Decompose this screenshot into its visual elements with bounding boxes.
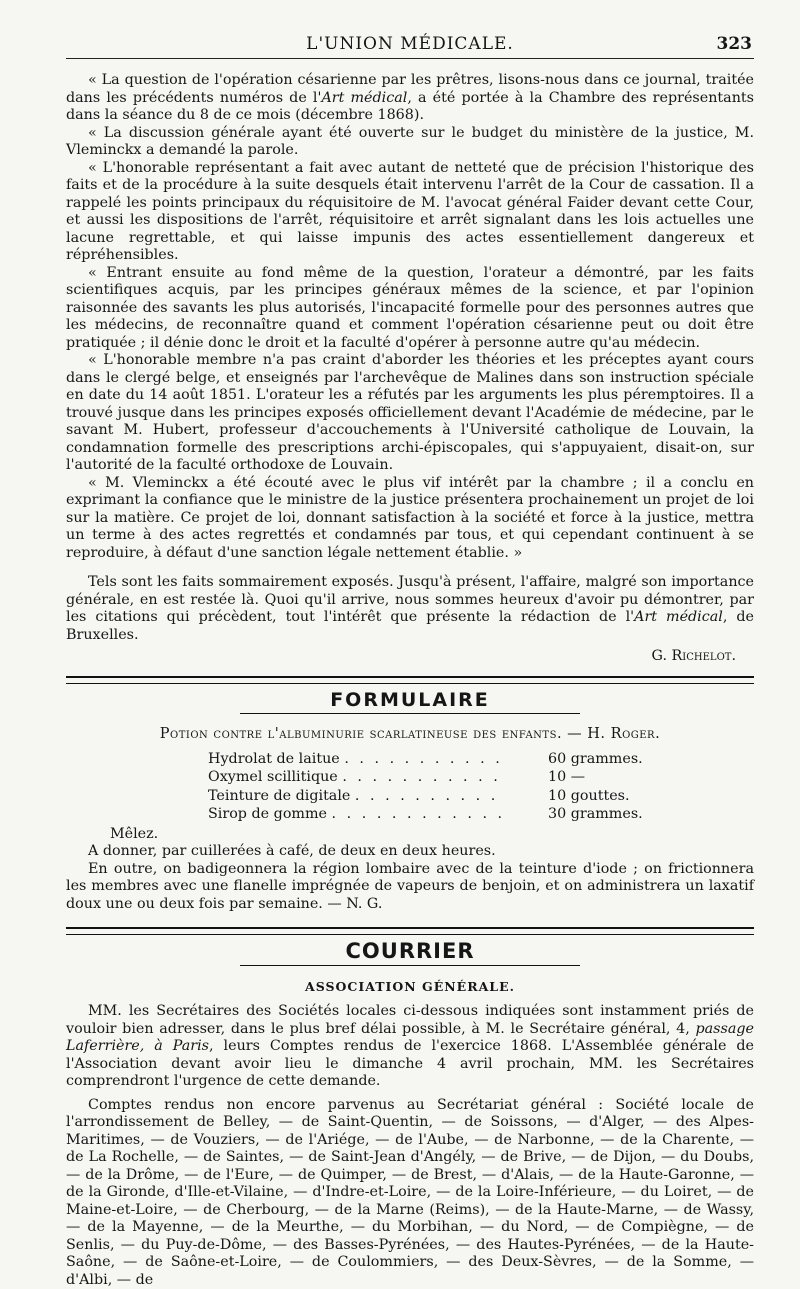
courrier-paragraph-1: MM. les Secrétaires des Sociétés locales ci-dessous indiquées sont instamment priés de vouloir bien adresser, dans le plus bref délai possible, à M. le Secrétaire général, 4, passage Laferrière, à Paris, leurs Comptes rendus de l'exercice 1868. L'Assemblée générale de l'Association devant avoir lieu le dimanche 4 avril prochain, MM. les Secrétaires comprendront l'urgence de cette demande. [66,1003,754,1091]
courrier-subtitle: ASSOCIATION GÉNÉRALE. [66,978,754,996]
melez-line: Mêlez. [66,826,754,844]
article-paragraph-5: « L'honorable membre n'a pas craint d'aborder les théories et les préceptes ayant cours dans le clergé belge, et enseignés par l'archevêque de Malines dans son instruction spéciale en date du 14 août 1851. L'orateur les a réfutés par les arguments les plus péremptoires. Il a trouvé jusque dans les principes exposés officiellement devant l'Académie de médecine, par le savant M. Hubert, professeur d'accouchements à l'Université catholique de Louvain, la condamnation formelle des prescriptions archi-épiscopales, qui s'appuyaient, disait-on, sur l'autorité de la faculté orthodoxe de Louvain. [66,352,754,475]
ingredient-row: Sirop de gomme . . . . . . . . . . . . 30 grammes. [208,805,643,824]
article-closing-paragraph: Tels sont les faits sommairement exposés. Jusqu'à présent, l'affaire, malgré son importance générale, en est restée là. Quoi qu'il arrive, nous sommes heureux d'avoir pu démontrer, par les citations qui précèdent, tout l'intérêt que présente la rédaction de l'Art médical, de Bruxelles. [66,574,754,644]
page-header [66,30,754,60]
recipe-title: Potion contre l'albuminurie scarlatineuse des enfants. — H. Roger. [66,726,754,744]
courrier-title: COURRIER [66,943,754,961]
running-title: L'UNION MÉDICALE. [66,34,754,54]
ingredient-row: Teinture de digitale . . . . . . . . . . 10 gouttes. [208,787,643,806]
header-rule [66,58,754,59]
courrier-title-rule [240,965,580,966]
ingredient-row: Hydrolat de laitue . . . . . . . . . . . 60 grammes. [208,750,643,769]
article-paragraph-4: « Entrant ensuite au fond même de la question, l'orateur a démontré, par les faits scientifiques acquis, par les principes généraux mêmes de la science, et par l'opinion raisonnée des savants les plus autorisés, l'incapacité formelle pour des personnes autres que les médecins, de reconnaître quand et comment l'opération césarienne peut ou doit être pratiquée ; il dénie donc le droit et la faculté d'opérer à personne autre qu'au médecin. [66,265,754,353]
formulaire-note: En outre, on badigeonnera la région lombaire avec de la teinture d'iode ; on frictionnera les membres avec une flanelle imprégnée de vapeurs de benjoin, et on administrera un laxatif doux une ou deux fois par semaine. — N. G. [66,861,754,914]
ingredient-row: Oxymel scillitique . . . . . . . . . . . 10 — [208,768,643,787]
dosage-line: A donner, par cuillerées à café, de deux en deux heures. [66,843,754,861]
courrier-paragraph-2: Comptes rendus non encore parvenus au Secrétariat général : Société locale de l'arrondissement de Belley, — de Saint-Quentin, — de Soissons, — d'Alger, — des Alpes-Maritimes, — de Vouziers, — de l'Ariége, — de l'Aube, — de Narbonne, — de la Charente, — de La Rochelle, — de Saintes, — de Saint-Jean d'Angély, — de Brive, — de Dijon, — du Doubs, — de la Drôme, — de l'Eure, — de Quimper, — de Brest, — d'Alais, — de la Haute-Garonne, — de la Gironde, d'Ille-et-Vilaine, — d'Indre-et-Loire, — de la Loire-Inférieure, — du Loiret, — de Maine-et-Loire, — de Cherbourg, — de la Marne (Reims), — de la Haute-Marne, — de Wassy, — de la Mayenne, — de la Meurthe, — du Morbihan, — du Nord, — de Compiègne, — de Senlis, — du Puy-de-Dôme, — des Basses-Pyrénées, — des Hautes-Pyrénées, — de la Haute-Saône, — de Saône-et-Loire, — de Coulommiers, — des Deux-Sèvres, — de la Somme, — d'Albi, — de [66,1097,754,1289]
article-paragraph-2: « La discussion générale ayant été ouverte sur le budget du ministère de la justice, M. Vleminckx a demandé la parole. [66,125,754,160]
article-paragraph-1: « La question de l'opération césarienne par les prêtres, lisons-nous dans ce journal, traitée dans les précédents numéros de l'Art médical, a été portée à la Chambre des représentants dans la séance du 8 de ce mois (décembre 1868). [66,72,754,125]
article-paragraph-6: « M. Vleminckx a été écouté avec le plus vif intérêt par la chambre ; il a conclu en exprimant la confiance que le ministre de la justice présentera prochainement un projet de loi sur la matière. Ce projet de loi, donnant satisfaction à la société et force à la justice, mettra un terme à des actes regrettés et condamnés par tous, et qui cependant continuent à se reproduire, à défaut d'une sanction légale nettement établie. » [66,475,754,563]
formulaire-section [66,692,754,914]
section-divider [66,927,754,935]
courrier-section [66,943,754,1289]
formulaire-title-rule [240,713,580,714]
page-number: 323 [717,34,753,54]
ingredients-table [208,750,643,824]
article-signature: G. Richelot. [66,648,736,666]
article-paragraph-3: « L'honorable représentant a fait avec autant de netteté que de précision l'historique des faits et de la procédure à la suite desquels était intervenu l'arrêt de la Cour de cassation. Il a rappelé les points principaux du réquisitoire de M. l'avocat général Faider devant cette Cour, et aussi les dispositions de l'arrêt, réquisitoire et arrêt signalant dans les lois actuelles une lacune regrettable, et qui laisse impunis des actes essentiellement dangereux et répréhensibles. [66,160,754,265]
article-section [66,72,754,666]
section-divider [66,676,754,684]
formulaire-title: FORMULAIRE [66,692,754,710]
page-content [66,72,754,1289]
